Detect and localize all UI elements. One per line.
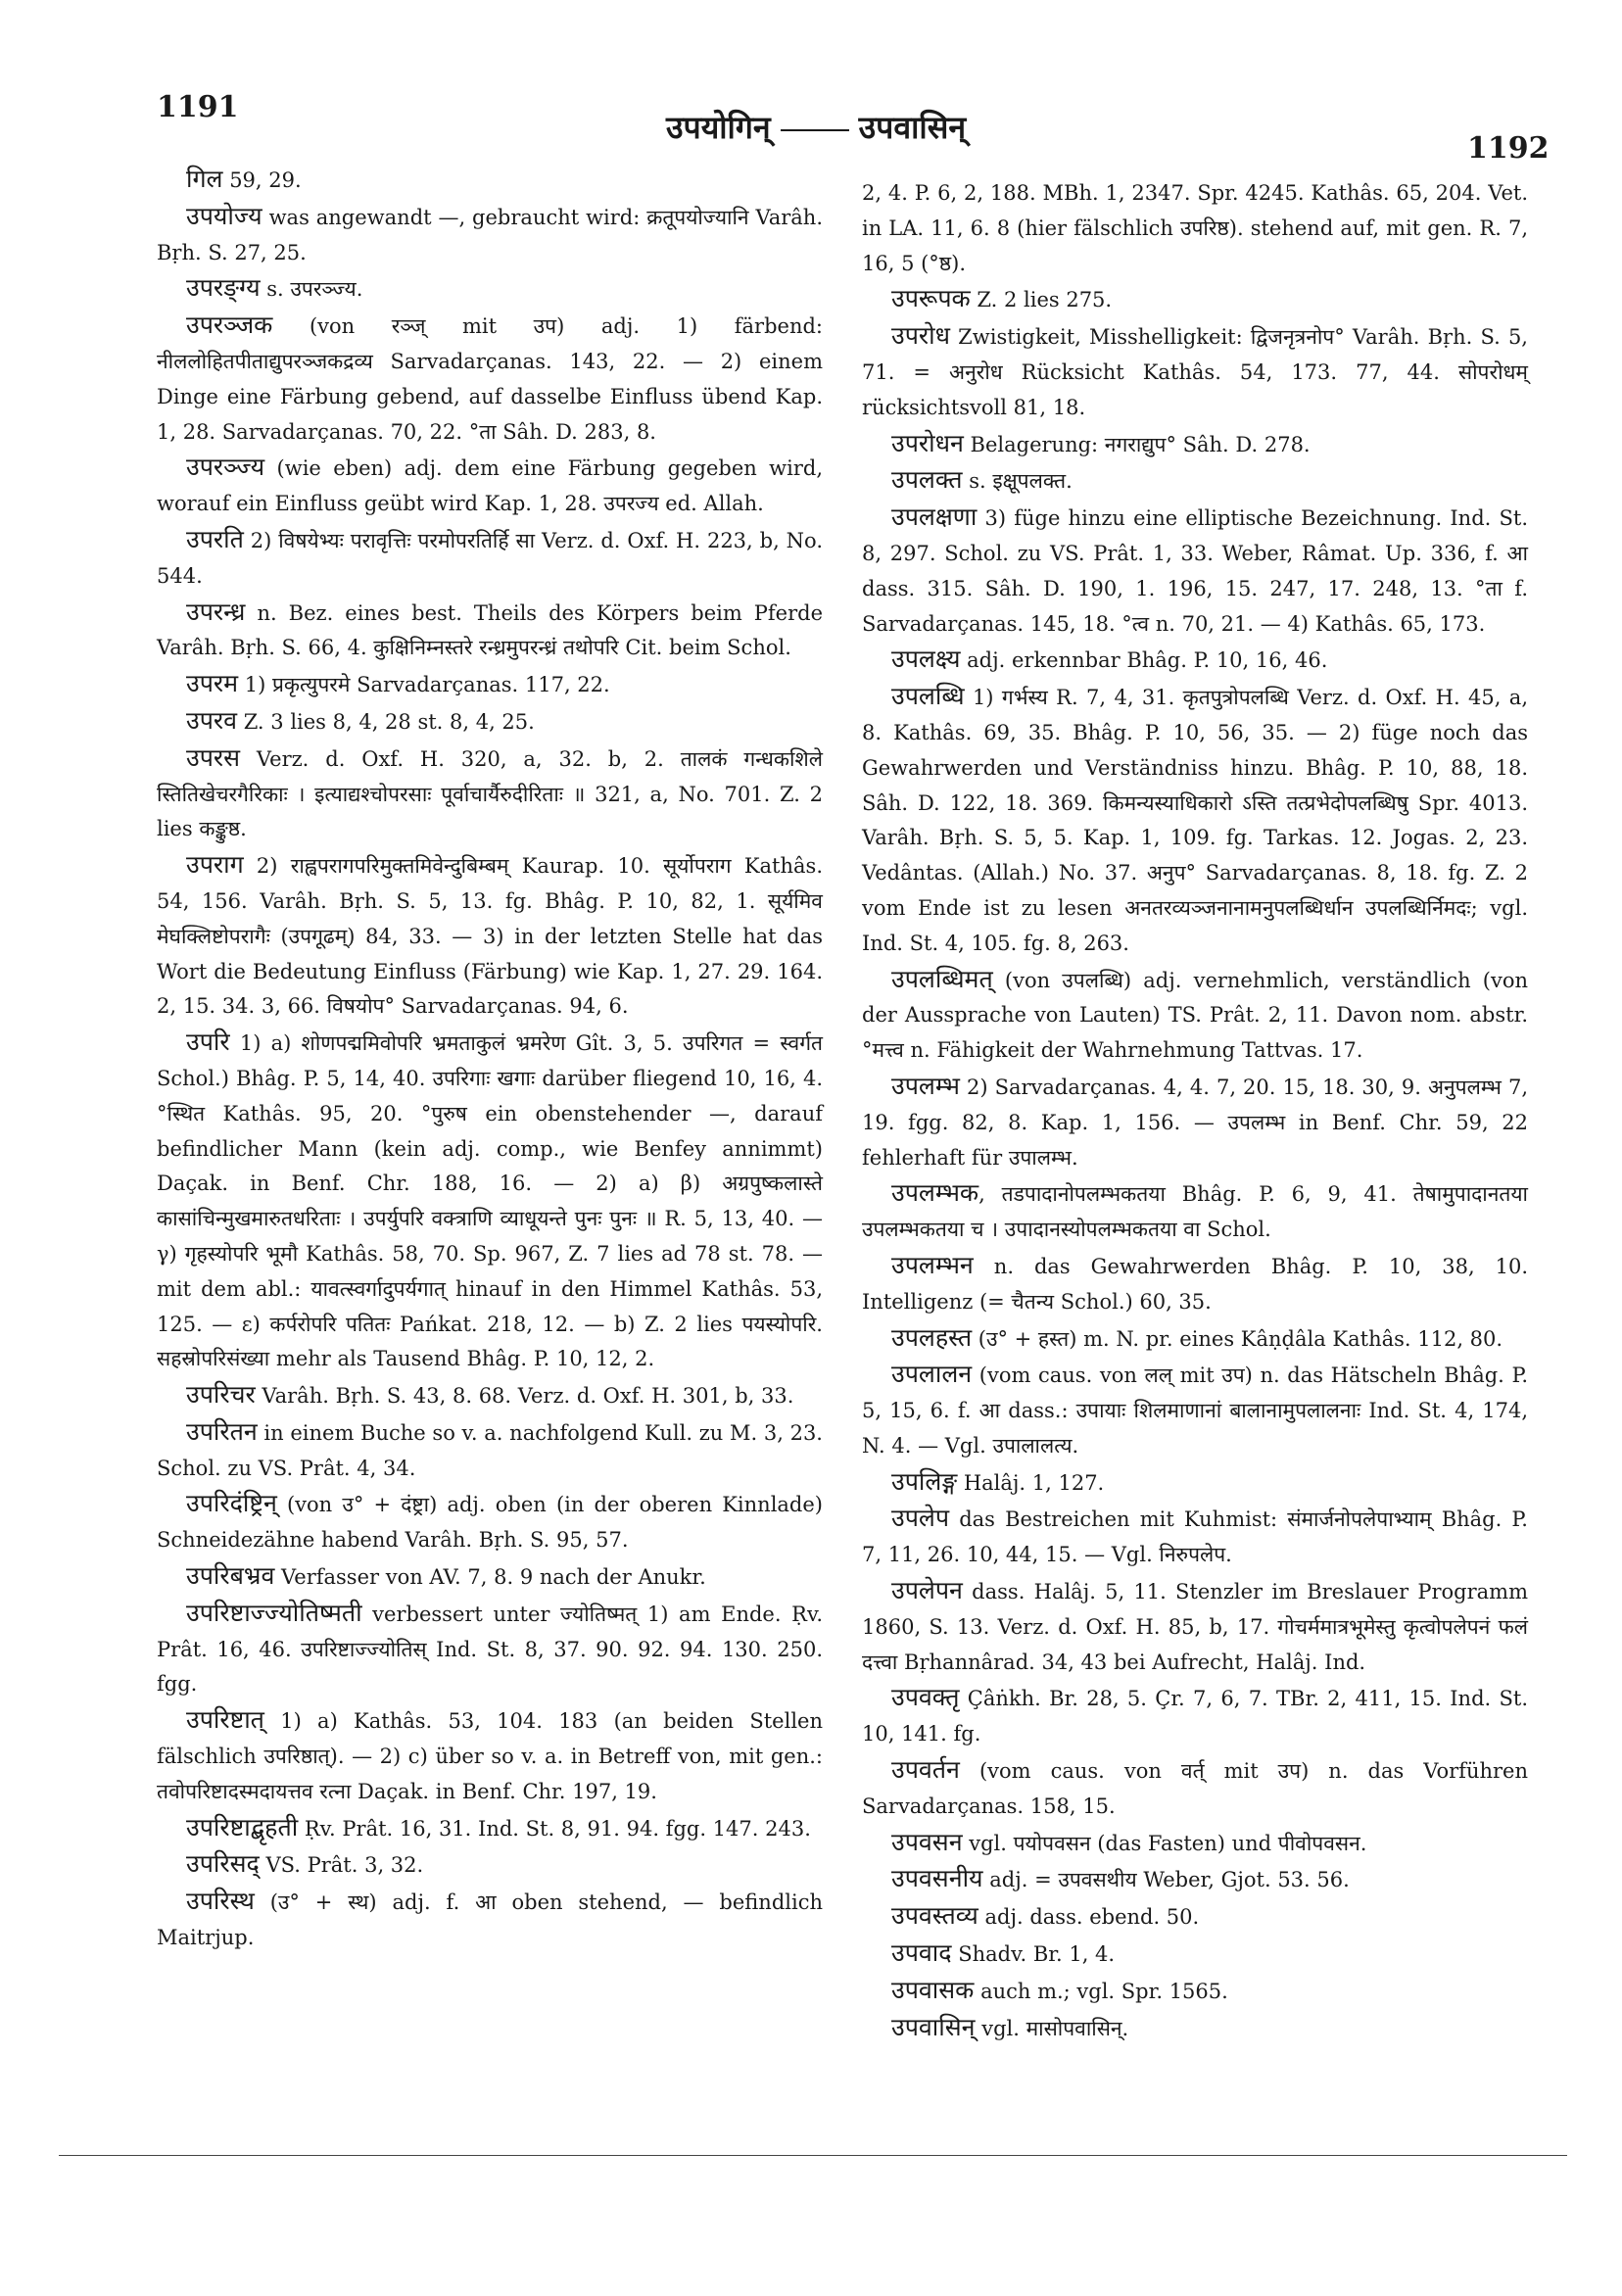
- entry-text: (vom caus. von वर्त् mit उप) n. das Vorführen Sarvadarçanas. 158, 15.: [862, 1759, 1528, 1818]
- dictionary-entry: [862, 1936, 1528, 1973]
- entry-text: Halâj. 1, 127.: [957, 1470, 1105, 1495]
- dictionary-entry: [862, 1320, 1528, 1358]
- entry-text: Belagerung: नगराद्युप° Sâh. D. 278.: [963, 432, 1311, 456]
- entry-text: n. das Gewahrwerden Bhâg. P. 10, 38, 10. Intelligenz (= चैतन्य Schol.) 60, 35.: [862, 1254, 1528, 1314]
- dictionary-entry: [862, 1501, 1528, 1573]
- entry-headword: उपवासक: [891, 1975, 975, 2004]
- entry-headword: उपरिष्टाद्बृहती: [186, 1812, 299, 1842]
- entry-text: 1) प्रकृत्युपरमे Sarvadarçanas. 117, 22.: [238, 673, 610, 697]
- entry-text: 2, 4. P. 6, 2, 188. MBh. 1, 2347. Spr. 4245. Kathâs. 65, 204. Vet. in LA. 11, 6. 8 (hier fälschlich उपरिष्ठ). stehend auf, mit gen. R. 7, 16, 5 (°ष्ठ).: [862, 181, 1528, 275]
- entry-text: 3) füge hinzu eine elliptische Bezeichnung. Ind. St. 8, 297. Schol. zu VS. Prât. 1, 33. Weber, Râmat. Up. 336, f. आ dass. 315. Sâh. D. 190, 1. 196, 15. 247, 17. 248, 13. °ता f. Sarvadarçanas. 145, 18. °त्व n. 70, 21. — 4) Kathâs. 65, 173.: [862, 506, 1528, 636]
- dictionary-entry: [157, 450, 823, 522]
- dictionary-entry: [157, 1884, 823, 1956]
- entry-headword: उपरितन: [186, 1416, 258, 1446]
- dictionary-entry: [862, 1573, 1528, 1680]
- dictionary-entry: [157, 1486, 823, 1558]
- entry-text: n. Bez. eines best. Theils des Körpers beim Pferde Varâh. Bṛh. S. 66, 4. कुक्षिनिम्नस्तरे रन्ध्रमुपरन्ध्रं तथोपरि Cit. beim Schol.: [157, 600, 823, 660]
- dictionary-entry: [862, 1825, 1528, 1862]
- dictionary-entry: [862, 1069, 1528, 1175]
- entry-text: Z. 2 lies 275.: [970, 288, 1113, 312]
- entry-headword: उपलब्धि: [891, 682, 965, 711]
- dictionary-entry: [862, 462, 1528, 500]
- entry-text: das Bestreichen mit Kuhmist: संमार्जनोपलेपाभ्याम् Bhâg. P. 7, 11, 26. 10, 44, 15. — Vgl. निरुपलेप.: [862, 1507, 1528, 1567]
- entry-text: Çâṅkh. Br. 28, 5. Çr. 7, 6, 7. TBr. 2, 411, 15. Ind. St. 10, 141. fg.: [862, 1687, 1528, 1746]
- entry-headword: उपरिचर: [186, 1380, 256, 1410]
- dictionary-entry: [157, 1702, 823, 1809]
- dictionary-entry: [862, 1861, 1528, 1898]
- dictionary-entry: [157, 308, 823, 450]
- entry-headword: उपरिसद्: [186, 1849, 260, 1879]
- entry-headword: उपलब्धिमत्: [891, 964, 993, 993]
- dictionary-entry: [157, 847, 823, 1025]
- footer-rule: [59, 2155, 1567, 2156]
- entry-text: VS. Prât. 3, 32.: [259, 1853, 424, 1878]
- running-head-right: उपवासिन्: [858, 109, 967, 146]
- entry-headword: उपरिष्टात्: [186, 1705, 264, 1735]
- entry-text: 1) a) शोणपद्ममिवोपरि भ्रमताकुलं भ्रमरेण Gît. 3, 5. उपरिगत = स्वर्गत Schol.) Bhâg. P. 5, 14, 40. उपरिगाः खगाः darüber fliegend 10, 16, 4. °स्थित Kathâs. 95, 20. °पुरुष ein obenstehender —, darauf befindlicher Mann (kein adj. comp., wie Benfey annimmt) Daçak. in Benf. Chr. 188, 16. — 2) a) β) अग्रपुष्कलास्ते कासांचिन्मुखमारुतधरिताः । उपर्युपरि वक्त्राणि व्याधूयन्ते पुनः पुनः ॥ R. 5, 13, 40. — γ) गृहस्योपरि भूमौ Kathâs. 58, 70. Sp. 967, Z. 7 lies ad 78 st. 78. — mit dem abl.: यावत्स्वर्गादुपर्यगात् hinauf in den Himmel Kathâs. 53, 125. — ε) कर्परोपरि पतितः Pańkat. 218, 12. — b) Z. 2 lies पयस्योपरि. सहस्रोपरिसंख्या mehr als Tausend Bhâg. P. 10, 12, 2.: [157, 1031, 823, 1371]
- entry-text: (wie eben) adj. dem eine Färbung gegeben wird, worauf ein Einfluss geübt wird Kap. 1, 28. उपरज्य ed. Allah.: [157, 456, 823, 516]
- entry-text: Varâh. Bṛh. S. 43, 8. 68. Verz. d. Oxf. H. 301, b, 33.: [255, 1384, 794, 1409]
- entry-headword: उपरम: [186, 669, 239, 698]
- dictionary-entry: [862, 281, 1528, 318]
- dictionary-entry: [862, 500, 1528, 642]
- dictionary-entry: [862, 1680, 1528, 1752]
- dictionary-entry: [157, 666, 823, 703]
- entry-headword: उपलम्भन: [891, 1250, 974, 1279]
- entry-headword: उपलिङ्ग: [891, 1466, 958, 1496]
- page-number-right: 1192: [1467, 131, 1550, 166]
- entry-headword: उपरोधन: [891, 428, 964, 457]
- entry-headword: उपलम्भक: [891, 1178, 979, 1208]
- entry-text: (vom caus. von लल् mit उप) n. das Hätscheln Bhâg. P. 5, 15, 6. f. आ dass.: उपायाः शिलमाणानां बालानामुपलालनाः Ind. St. 4, 174, N. 4. — Vgl. उपालालत्य.: [862, 1363, 1528, 1458]
- dictionary-entry: [862, 2010, 1528, 2047]
- entry-text: Ṛv. Prât. 16, 31. Ind. St. 8, 91. 94. fgg. 147. 243.: [298, 1816, 811, 1841]
- running-head: [666, 106, 966, 148]
- dictionary-entry: [862, 679, 1528, 961]
- entry-text: 2) विषयेभ्यः परावृत्तिः परमोपरतिर्हि सा Verz. d. Oxf. H. 223, b, No. 544.: [157, 528, 823, 588]
- dictionary-entry: [157, 1596, 823, 1702]
- dictionary-entry: [862, 176, 1528, 281]
- entry-text: (von उपलब्धि) adj. vernehmlich, verständlich (von der Aussprache von Lauten) TS. Prât. 2, 11. Davon nom. abstr. °मत्त्व n. Fähigkeit der Wahrnehmung Tattvas. 17.: [862, 968, 1528, 1063]
- entry-text: 1) a) Kathâs. 53, 104. 183 (an beiden Stellen fälschlich उपरिष्ठात्). — 2) c) über so v. a. in Betreff von, mit gen.: तवोपरिष्टादस्मदायत्तव रत्ना Daçak. in Benf. Chr. 197, 19.: [157, 1709, 823, 1803]
- entry-headword: उपलेपन: [891, 1576, 963, 1605]
- entry-headword: उपलम्भ: [891, 1071, 960, 1100]
- entry-text: Zwistigkeit, Misshelligkeit: द्विजनृत्रनोप° Varâh. Bṛh. S. 5, 71. = अनुरोध Rücksicht Kathâs. 54, 173. 77, 44. सोपरोधम् rücksichtsvoll 81, 18.: [862, 325, 1528, 419]
- entry-text: 2) Sarvadarçanas. 4, 4. 7, 20. 15, 18. 30, 9. अनुपलम्भ 7, 19. fgg. 82, 8. Kap. 1, 156. — उपलम्भ in Benf. Chr. 59, 22 fehlerhaft für उपालम्भ.: [862, 1075, 1528, 1170]
- running-head-dash: [781, 129, 849, 131]
- entry-headword: उपलालन: [891, 1360, 973, 1389]
- entry-text: (उ° + स्थ) adj. f. आ oben stehend, — befindlich Maitrjup.: [157, 1890, 823, 1950]
- entry-headword: उपरिष्टाज्ज्योतिष्मती: [186, 1598, 362, 1627]
- dictionary-entry: [157, 1377, 823, 1414]
- dictionary-entry: [862, 1175, 1528, 1248]
- entry-headword: उपरि: [186, 1028, 230, 1057]
- dictionary-entry: [862, 1973, 1528, 2010]
- dictionary-entry: [157, 270, 823, 308]
- dictionary-entry: [862, 962, 1528, 1069]
- entry-headword: उपरिबभ्रव: [186, 1561, 275, 1591]
- entry-headword: उपरव: [186, 705, 238, 735]
- entry-text: verbessert unter ज्योतिष्मत् 1) am Ende. Ṛv. Prât. 16, 46. उपरिष्टाज्ज्योतिस् Ind. St. 8, 37. 90. 92. 94. 130. 250. fgg.: [157, 1602, 823, 1697]
- entry-text: adj. dass. ebend. 50.: [978, 1905, 1200, 1930]
- entry-headword: उपरिदंष्ट्रिन्: [186, 1489, 277, 1518]
- entry-headword: उपराग: [186, 850, 244, 880]
- page-number-left: 1191: [157, 90, 239, 124]
- running-head-left: उपयोगिन्: [666, 109, 771, 146]
- entry-text: Verz. d. Oxf. H. 320, a, 32. b, 2. तालकं गन्धकशिले स्तितिखेचरगैरिकाः । इत्याद्यश्चोपरसाः पूर्वाचार्यैरुदीरिताः ॥ 321, a, No. 701. Z. 2 lies कङ्कुष्ठ.: [157, 746, 823, 841]
- entry-headword: उपवसनीय: [891, 1864, 983, 1893]
- entry-headword: उपलक्त: [891, 465, 963, 495]
- entry-headword: उपरोध: [891, 321, 950, 351]
- entry-text: Shadv. Br. 1, 4.: [951, 1942, 1116, 1967]
- entry-text: was angewandt —, gebraucht wird: क्रतूपयोज्यानि Varâh. Bṛh. S. 27, 25.: [157, 205, 823, 264]
- entry-text: 2) राह्वपरागपरिमुक्तमिवेन्दुबिम्बम् Kaurap. 10. सूर्योपराग Kathâs. 54, 156. Varâh. Bṛh. S. 5, 13. fg. Bhâg. P. 10, 82, 1. सूर्यमिव मेघक्लिष्टोपरागैः (उपगूढम्) 84, 33. — 3) in der letzten Stelle hat das Wort die Bedeutung Einfluss (Färbung) wie Kap. 1, 27. 29. 164. 2, 15. 34. 3, 66. विषयोप° Sarvadarçanas. 94, 6.: [157, 854, 823, 1019]
- entry-headword: उपवसन: [891, 1827, 963, 1856]
- dictionary-entry: [862, 642, 1528, 679]
- entry-text: 59, 29.: [222, 168, 302, 192]
- left-column: [157, 162, 823, 1956]
- entry-headword: उपरूपक: [891, 284, 971, 313]
- entry-headword: उपयोज्य: [186, 201, 262, 230]
- dictionary-entry: [157, 199, 823, 271]
- dictionary-entry: [862, 426, 1528, 463]
- entry-text: auch m.; vgl. Spr. 1565.: [974, 1979, 1228, 2003]
- entry-text: s. उपरञ्ज्य.: [260, 277, 363, 302]
- entry-headword: गिल: [186, 165, 223, 193]
- dictionary-entry: [157, 703, 823, 741]
- entry-headword: उपलक्षणा: [891, 502, 978, 532]
- entry-text: , तडपादानोपलम्भकतया Bhâg. P. 6, 9, 41. तेषामुपादानतया उपलम्भकतया च । उपादानस्योपलम्भकतया वा Schol.: [862, 1182, 1528, 1242]
- entry-headword: उपरञ्ज्य: [186, 453, 265, 482]
- dictionary-entry: [157, 741, 823, 847]
- entry-headword: उपवस्तव्य: [891, 1901, 978, 1931]
- entry-headword: उपरङ्ग्य: [186, 273, 261, 303]
- entry-text: adj. = उपवसथीय Weber, Gjot. 53. 56.: [982, 1868, 1350, 1892]
- entry-text: (von रञ्ज् mit उप) adj. 1) färbend: नीललोहितपीताद्युपरञ्जकद्रव्य Sarvadarçanas. 143, 22. — 2) einem Dinge eine Färbung gebend, auf dasselbe Einfluss übend Kap. 1, 28. Sarvadarçanas. 70, 22. °ता Sâh. D. 283, 8.: [157, 314, 823, 444]
- entry-text: adj. erkennbar Bhâg. P. 10, 16, 46.: [960, 648, 1328, 673]
- entry-headword: उपवर्तन: [891, 1755, 960, 1785]
- entry-text: Verfasser von AV. 7, 8. 9 nach der Anukr.: [274, 1565, 706, 1590]
- entry-text: (उ° + हस्त) m. N. pr. eines Kâṇḍâla Kathâs. 112, 80.: [972, 1326, 1503, 1351]
- entry-text: vgl. पयोपवसन (das Fasten) und पीवोपवसन.: [962, 1831, 1367, 1855]
- entry-text: vgl. मासोपवासिन्.: [975, 2016, 1129, 2040]
- entry-headword: उपलेप: [891, 1504, 950, 1533]
- dictionary-entry: [157, 1846, 823, 1884]
- dictionary-entry: [862, 1248, 1528, 1320]
- entry-headword: उपरिस्थ: [186, 1887, 255, 1916]
- dictionary-entry: [157, 1810, 823, 1847]
- dictionary-entry: [157, 522, 823, 595]
- entry-headword: उपवासिन्: [891, 2012, 976, 2041]
- dictionary-entry: [862, 1357, 1528, 1463]
- entry-text: Z. 3 lies 8, 4, 28 st. 8, 4, 25.: [237, 709, 535, 734]
- entry-headword: उपरन्ध्र: [186, 597, 246, 626]
- entry-text: 1) गर्भस्य R. 7, 4, 31. कृतपुत्रोपलब्धि Verz. d. Oxf. H. 45, a, 8. Kathâs. 69, 35. Bhâg. P. 10, 56, 35. — 2) füge noch das Gewahrwerden und Verständniss hinzu. Bhâg. P. 10, 88, 18. Sâh. D. 122, 18. 369. किमन्यस्याधिकारो ऽस्ति तत्प्रभेदोपलब्धिषु Spr. 4013. Varâh. Bṛh. S. 5, 5. Kap. 1, 109. fg. Tarkas. 12. Jogas. 2, 23. Vedântas. (Allah.) No. 37. अनुप° Sarvadarçanas. 8, 18. fg. Z. 2 vom Ende ist zu lesen अनतरव्यञ्जनानामनुपलब्धिर्धान उपलब्धिर्निमदः; vgl. Ind. St. 4, 105. fg. 8, 263.: [862, 686, 1528, 955]
- entry-headword: उपरस: [186, 742, 241, 772]
- dictionary-entry: [157, 1414, 823, 1487]
- dictionary-entry: [862, 1464, 1528, 1502]
- entry-headword: उपलहस्त: [891, 1322, 973, 1352]
- entry-headword: उपरञ्जक: [186, 311, 273, 340]
- right-column: [862, 176, 1528, 2046]
- dictionary-entry: [157, 1558, 823, 1596]
- entry-text: s. इक्षूपलक्त.: [962, 469, 1073, 494]
- dictionary-entry: [862, 318, 1528, 425]
- dictionary-entry: [157, 595, 823, 667]
- dictionary-entry: [862, 1898, 1528, 1936]
- entry-headword: उपवाद: [891, 1938, 952, 1968]
- entry-headword: उपलक्ष्य: [891, 645, 961, 674]
- entry-text: in einem Buche so v. a. nachfolgend Kull. zu M. 3, 23. Schol. zu VS. Prât. 4, 34.: [157, 1420, 823, 1480]
- dictionary-entry: [862, 1752, 1528, 1825]
- entry-text: dass. Halâj. 5, 11. Stenzler im Breslauer Programm 1860, S. 13. Verz. d. Oxf. H. 85, b, 17. गोचर्ममात्रभूमेस्तु कृत्वोपलेपनं फलं दत्त्वा Bṛhannârad. 34, 43 bei Aufrecht, Halâj. Ind.: [862, 1580, 1528, 1674]
- entry-headword: उपवक्तृ: [891, 1683, 960, 1712]
- entry-headword: उपरति: [186, 524, 244, 553]
- dictionary-entry: [157, 162, 823, 199]
- dictionary-entry: [157, 1025, 823, 1377]
- entry-text: (von उ° + दंष्ट्रा) adj. oben (in der oberen Kinnlade) Schneidezähne habend Varâh. Bṛh. S. 95, 57.: [157, 1493, 823, 1553]
